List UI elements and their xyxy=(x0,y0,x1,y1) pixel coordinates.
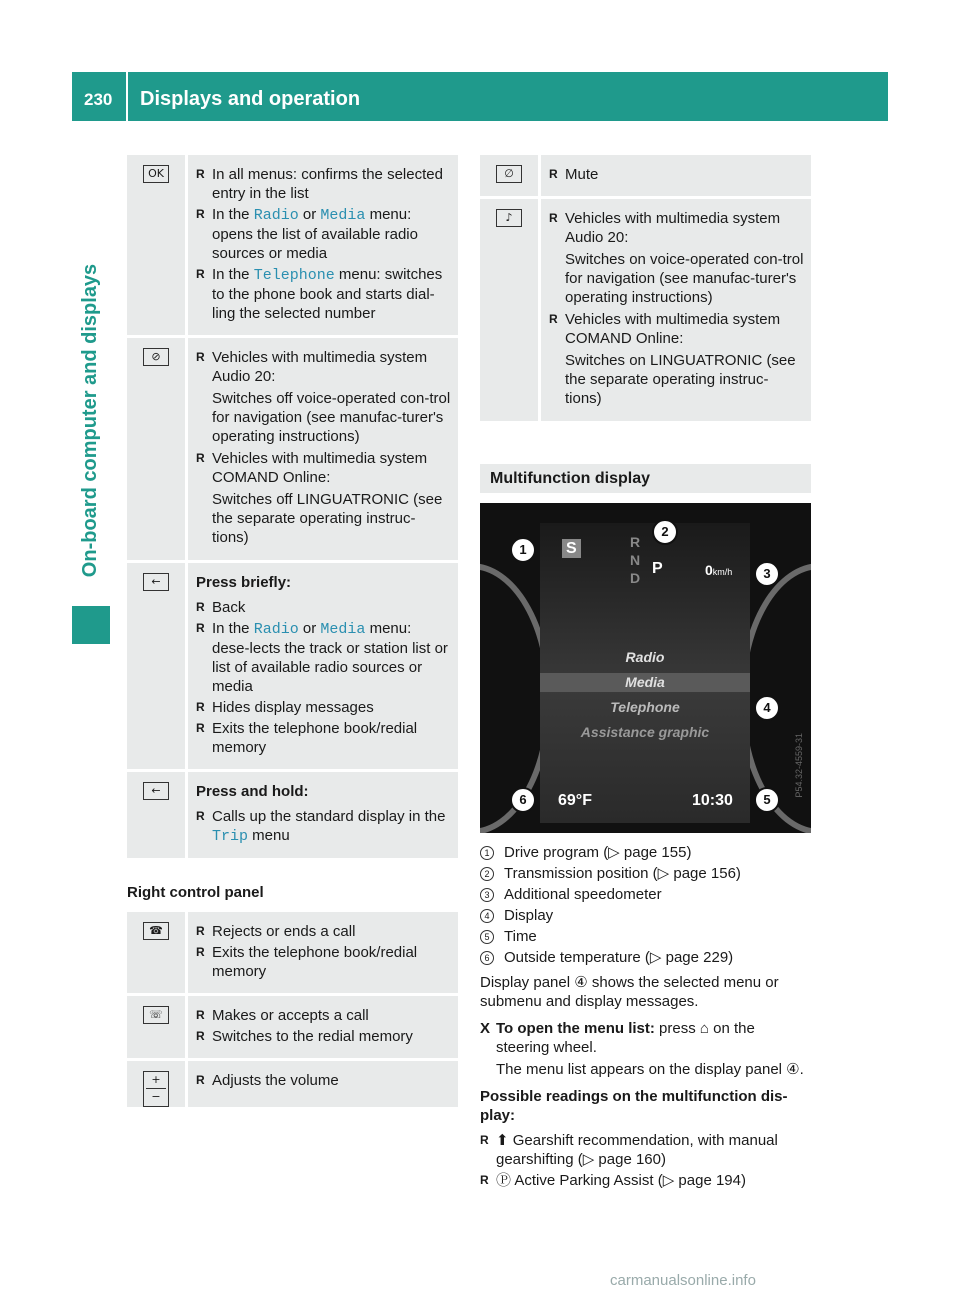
legend-item xyxy=(480,843,811,862)
text-part: menu: opens the list of available radio sources or media xyxy=(212,206,418,262)
bullet-paragraph: Switches off LINGUATRONIC (see the separate operating instruc-tions) xyxy=(212,491,443,546)
bullet-item: R Vehicles with multimedia system Audio 20: xyxy=(196,348,452,386)
menu-name: Radio xyxy=(253,621,299,638)
description-cell xyxy=(188,1061,458,1107)
key-cell xyxy=(127,1061,188,1107)
text-part: menu: dese-lects the track or station list or list of available radio sources or media xyxy=(212,620,448,695)
readings-list xyxy=(480,1131,811,1190)
side-tab-label: On-board computer and displays xyxy=(79,263,102,577)
key-cell xyxy=(127,338,188,560)
key-icon: OK xyxy=(143,165,169,183)
legend-item xyxy=(480,885,811,904)
key-cell xyxy=(127,155,188,335)
display-menu-assistance-graphic: Assistance graphic xyxy=(580,724,710,740)
bullet-paragraph: Switches on voice-operated con-trol for navigation (see manufac-turer's operating instructions) xyxy=(565,251,804,306)
speed-number: 0 xyxy=(705,562,713,578)
display-menu-radio: Radio xyxy=(625,649,665,665)
left-table-row xyxy=(127,772,458,861)
left-table-row xyxy=(127,338,458,563)
open-menu-result: The menu list appears on the display panel ④. xyxy=(496,1061,804,1078)
key-cell xyxy=(480,199,541,421)
legend-text: Transmission position (▷ page 156) xyxy=(504,865,741,882)
display-legend xyxy=(480,843,811,967)
legend-text: Drive program (▷ page 155) xyxy=(504,844,692,861)
selected-gear: P xyxy=(652,560,663,577)
bullet-item: R Hides display messages xyxy=(196,698,452,717)
key-icon: ← xyxy=(143,782,169,800)
text-part: menu xyxy=(248,827,290,844)
page-number: 230 xyxy=(84,90,113,109)
text-part: Calls up the standard display in the xyxy=(212,808,446,825)
right-panel-row xyxy=(127,912,458,996)
clock-time: 10:30 xyxy=(692,792,733,809)
callout-5: 5 xyxy=(754,787,780,813)
display-menu-telephone: Telephone xyxy=(610,699,680,715)
bullet-item: R Vehicles with multimedia system COMAND Online: xyxy=(196,449,452,487)
callout-3: 3 xyxy=(754,561,780,587)
watermark: carmanualsonline.info xyxy=(610,1272,756,1289)
bullet-item: R Exits the telephone book/redial memory xyxy=(196,719,452,757)
steering-wheel-left-table xyxy=(127,155,458,861)
menu-name: Radio xyxy=(253,207,299,224)
key-cell xyxy=(127,996,188,1058)
outside-temperature: 69°F xyxy=(558,792,592,809)
bullet-item: R Mute xyxy=(549,165,805,184)
callout-4: 4 xyxy=(754,695,780,721)
key-cell xyxy=(127,772,188,858)
legend-number: 4 xyxy=(480,909,494,923)
key-cell xyxy=(127,912,188,993)
callout-2: 2 xyxy=(652,519,678,545)
key-icon: ☎ xyxy=(143,922,169,940)
bullet-paragraph: Switches on LINGUATRONIC (see the separate operating instruc-tions) xyxy=(565,352,796,407)
right-table-row xyxy=(480,155,811,199)
multifunction-display-image xyxy=(480,503,811,833)
legend-number: 6 xyxy=(480,951,494,965)
press-heading: Press and hold: xyxy=(196,783,309,800)
gear-n: N xyxy=(630,552,641,568)
legend-item xyxy=(480,948,811,967)
speed-value xyxy=(705,561,732,582)
left-table-row xyxy=(127,563,458,772)
legend-number: 1 xyxy=(480,846,494,860)
header-divider xyxy=(126,72,128,121)
bullet-item: R Back xyxy=(196,598,452,617)
key-cell xyxy=(127,563,188,769)
text-part: or xyxy=(298,620,321,637)
reading-item: R Ⓟ Active Parking Assist (▷ page 194) xyxy=(480,1171,811,1190)
readings-heading: Possible readings on the multifunction dis-play: xyxy=(480,1088,788,1124)
left-column xyxy=(127,155,458,1110)
description-cell xyxy=(188,155,458,335)
menu-name: Trip xyxy=(212,828,249,845)
key-cell xyxy=(480,155,541,196)
key-icon: ∅ xyxy=(496,165,522,183)
gear-r: R xyxy=(630,534,641,550)
right-panel-row xyxy=(127,996,458,1061)
right-control-panel-heading: Right control panel xyxy=(127,884,264,901)
description-cell xyxy=(188,772,458,858)
legend-number: 5 xyxy=(480,930,494,944)
legend-text: Display xyxy=(504,907,554,924)
multifunction-display-heading: Multifunction display xyxy=(480,464,811,493)
legend-number: 3 xyxy=(480,888,494,902)
description-cell xyxy=(541,155,811,196)
text-part: or xyxy=(298,206,321,223)
drive-program-indicator: S xyxy=(562,539,581,558)
text-part: In the xyxy=(212,620,254,637)
bullet-item: R Exits the telephone book/redial memory xyxy=(196,943,452,981)
menu-name: Media xyxy=(320,621,366,638)
bullet-item xyxy=(196,619,452,696)
bullet-item: R In all menus: confirms the selected entry in the list xyxy=(196,165,452,203)
right-control-panel-table xyxy=(127,912,458,1110)
right-column xyxy=(480,155,811,1192)
legend-text: Outside temperature (▷ page 229) xyxy=(504,949,734,966)
key-icon: ♪ xyxy=(496,209,522,227)
key-icon: ← xyxy=(143,573,169,591)
key-icon xyxy=(143,1071,169,1107)
steering-wheel-right-table xyxy=(480,155,811,424)
description-cell xyxy=(541,199,811,421)
open-menu-label: To open the menu list: xyxy=(496,1020,655,1037)
left-table-row xyxy=(127,155,458,338)
callout-1: 1 xyxy=(510,537,536,563)
open-menu-text: press ⌂ on the steering wheel. xyxy=(496,1020,755,1056)
key-top: + xyxy=(151,1073,161,1086)
text-part: In the xyxy=(212,266,254,283)
bullet-item: R Makes or accepts a call xyxy=(196,1006,452,1025)
display-panel-description: Display panel ④ shows the selected menu or submenu and display messages. xyxy=(480,974,779,1010)
gear-d: D xyxy=(630,570,641,586)
reading-item: R ⬆ Gearshift recommendation, with manual gearshifting (▷ page 160) xyxy=(480,1131,811,1169)
bullet-paragraph: Switches off voice-operated con-trol for navigation (see manufac-turer's operating instructions) xyxy=(212,390,451,445)
bullet-item xyxy=(196,807,452,846)
menu-name: Telephone xyxy=(253,267,335,284)
description-cell xyxy=(188,338,458,560)
legend-text: Time xyxy=(504,928,537,945)
legend-item xyxy=(480,906,811,925)
speed-unit: km/h xyxy=(712,567,733,577)
legend-number: 2 xyxy=(480,867,494,881)
page-title: Displays and operation xyxy=(140,88,361,110)
legend-item xyxy=(480,927,811,946)
bullet-item xyxy=(196,205,452,263)
side-tab-marker xyxy=(72,606,110,644)
bullet-item: R Adjusts the volume xyxy=(196,1071,452,1090)
menu-name: Media xyxy=(320,207,366,224)
bullet-item: R Switches to the redial memory xyxy=(196,1027,452,1046)
description-cell xyxy=(188,912,458,993)
image-code: P54.32-4559-31 xyxy=(794,733,804,798)
open-menu-instruction xyxy=(480,1019,811,1057)
bullet-item: R Vehicles with multimedia system COMAND Online: xyxy=(549,310,805,348)
key-icon: ⊘ xyxy=(143,348,169,366)
legend-text: Additional speedometer xyxy=(504,886,662,903)
description-cell xyxy=(188,563,458,769)
text-part: menu: switches to the phone book and starts dial-ling the selected number xyxy=(212,266,443,322)
key-bottom: − xyxy=(146,1088,166,1105)
bullet-item: R Rejects or ends a call xyxy=(196,922,452,941)
gear-list xyxy=(630,533,640,587)
legend-item xyxy=(480,864,811,883)
display-menu-media: Media xyxy=(540,673,750,692)
side-tab xyxy=(72,250,110,590)
description-cell xyxy=(188,996,458,1058)
key-icon: ☏ xyxy=(143,1006,169,1024)
right-panel-row xyxy=(127,1061,458,1110)
text-part: In the xyxy=(212,206,254,223)
bullet-item xyxy=(196,265,452,323)
right-table-row xyxy=(480,199,811,424)
callout-6: 6 xyxy=(510,787,536,813)
press-heading: Press briefly: xyxy=(196,574,292,591)
bullet-item: R Vehicles with multimedia system Audio 20: xyxy=(549,209,805,247)
